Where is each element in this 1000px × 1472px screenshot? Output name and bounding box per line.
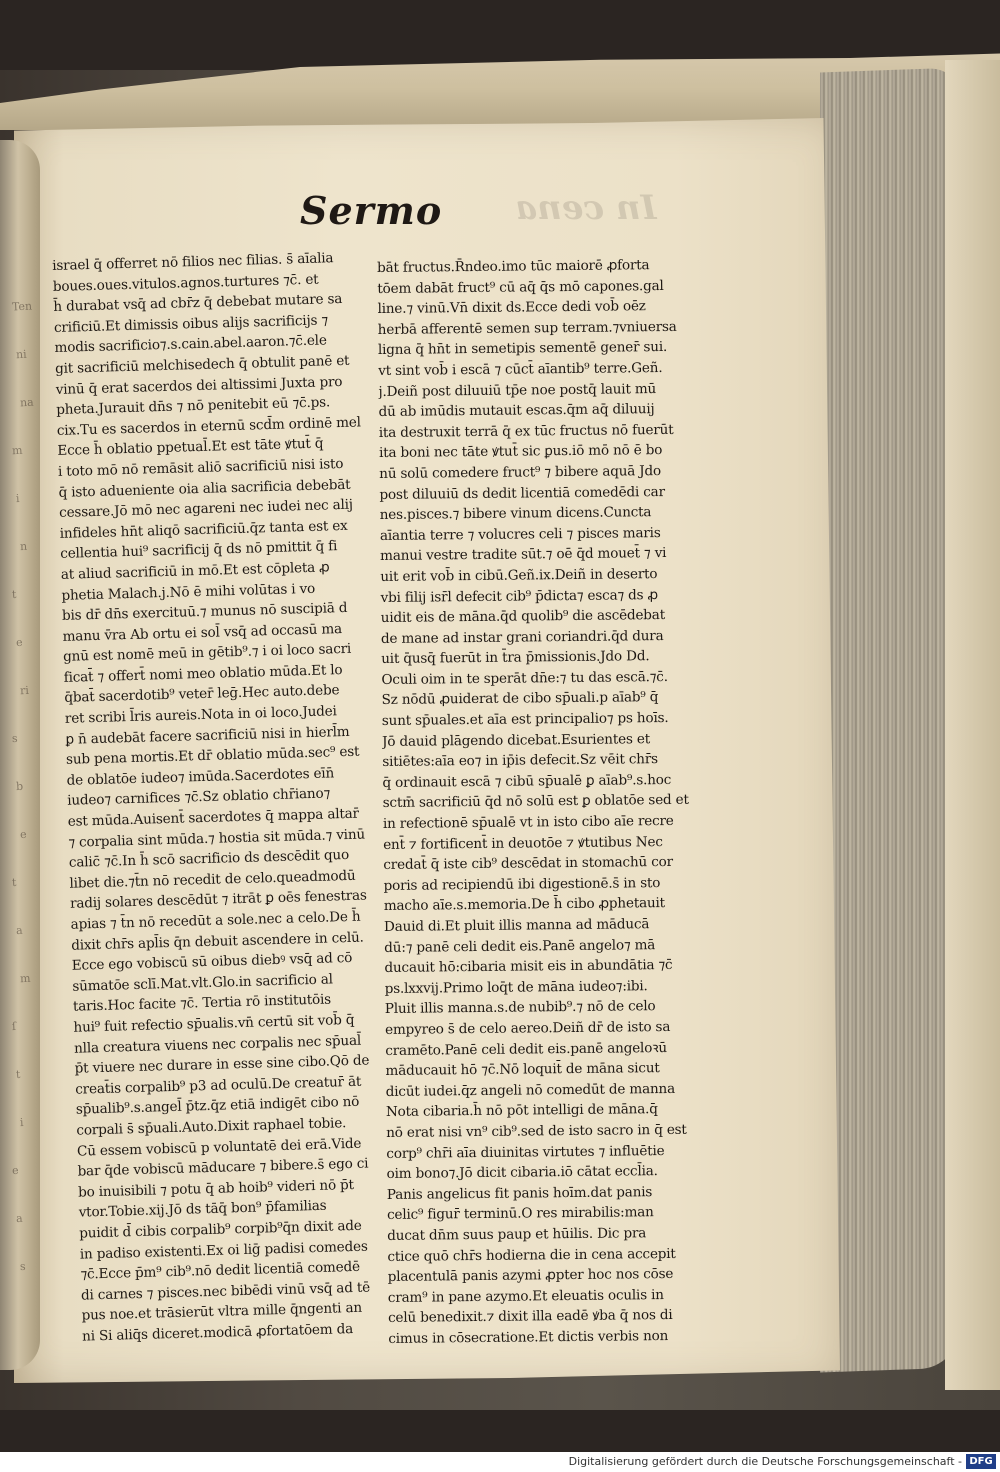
right-column-line: sunt sp̄uales.et aīa est principalio⁊ ps hoīs. (381, 710, 669, 730)
left-column-line: pheta.Jurauit dn̄s ⁊ nō penitebit eū ⁊c̄.ps. (56, 394, 331, 419)
right-column-line: ducat dn̄m suus paup et hūilis. Dic pra (387, 1225, 647, 1244)
gutter-text-fragment: b (15, 779, 24, 794)
right-column-line: bāt fructus.R̄ndeo.imo tūc maiorē ꝓforta (377, 257, 650, 276)
left-column-line: crificiū.Et dimissis oibus alijs sacrificijs ⁊ (53, 312, 329, 336)
left-column-line: git sacrificiū melchisedech q̄ obtulit panē et (54, 352, 350, 377)
right-column-line: celic⁹ figur̄ terminū.O res mirabilis:man (386, 1204, 654, 1224)
left-column-line: phetia Malach.j.Nō ē mihi volūtas i vo (61, 580, 316, 604)
left-column-line: cix.Tu es sacerdos in eternū scd̄m ordinē mel (56, 414, 361, 439)
book-cover-edge (945, 60, 1000, 1390)
right-column-line: dicūt iudei.q̄z angeli nō comedūt de manna (385, 1080, 676, 1100)
dfg-logo: DFG (966, 1454, 996, 1469)
right-column-line: ita boni nec tāte ꝟtut̄ sic ꝑus.iō mō nō ē bo (378, 442, 663, 462)
left-column-line: ꝑ n̄ audebāt facere sacrificiū nisi in hierl̄m (65, 723, 350, 748)
left-text-column (52, 247, 422, 1348)
left-page-gutter (0, 140, 40, 1370)
left-column-line: gnū est nomē meū in gētib⁹.⁊ i oi loco sacri (62, 641, 352, 666)
right-column-line: ps.lxxvij.Primo loq̄t de māna iudeo⁊:ibi. (384, 977, 648, 997)
right-column-line: placentulā panis azymi ꝓpter hoc nos cōse (387, 1266, 674, 1286)
gutter-text-fragment: Ten (11, 299, 33, 314)
left-column-line: manu v̄ra Ab ortu ei sol̄ vsq̄ ad occasū ma (62, 620, 343, 645)
left-column-line: dixit chr̄s apl̄is q̄n debuit ascendere in celū. (71, 929, 364, 954)
right-column-line: ita destruxit terrā q̄ ex tūc fructus nō fuerūt (378, 421, 674, 441)
left-column-line: Cū essem vobiscū p voluntatē dei erā.Vide (76, 1135, 362, 1160)
left-column-line: vtor.Tobie.xij.Jō ds tāq̄ bon⁹ p̄familias (78, 1198, 327, 1221)
left-column-line: taris.Hoc facite ⁊c̄. Tertia rō institutōis (72, 991, 332, 1016)
left-column-line: i toto mō nō remāsit aliō sacrificiū nisi isto (57, 455, 344, 480)
left-column-line: ⁊c̄.Ecce p̄m⁹ cib⁹.nō dedit licentiā comedē (80, 1258, 361, 1283)
right-column-line: vt sint vob̄ i escā ⁊ cūct̄ aīantib⁹ terre.Geñ. (378, 359, 663, 379)
right-column-line: Sz nōdū ꝓuiderat de cibo sp̄uali.p aīab⁹ q̄ (381, 689, 659, 709)
left-column-line: ret scribi l̄ris aureis.Nota in oi loco.Judei (64, 703, 337, 727)
gutter-text-fragment: na (19, 395, 34, 410)
right-column-line: ligna q̄ hn̄t in semetipis sementē gener̄ sui. (377, 339, 668, 359)
left-column-line: sp̄ualib⁹.s.angel̄ p̄tz.q̄z etiā indigēt cibo nō (75, 1094, 360, 1119)
right-column-line: q̄ ordinauit escā ⁊ cibū sp̄ualē ꝑ aīab⁹.s.hoc (382, 771, 672, 791)
left-column-line: cellentia hui⁹ sacrificij q̄ ds nō pmittit q̄ fi (60, 538, 338, 563)
left-column-line: in padiso existenti.Ex oi liḡ padisi comedes (79, 1238, 368, 1263)
right-column-line: sctm̄ sacrificiū q̄d nō solū est ꝑ oblatōe sed et (382, 792, 689, 812)
left-column-line: sub pena mortis.Et dr̄ oblatio mūda.sec⁹ est (65, 743, 360, 769)
right-column-line: uit q̄usq̄ fuerūt in t̄ra p̄missionis.Jdo Dd. (381, 648, 650, 668)
right-column-line: cram⁹ in pane azymo.Et eleuatis oculis in (387, 1286, 664, 1306)
left-column-line: libet die.⁊t̄n nō recedit de celo.queadmodū (69, 867, 356, 892)
right-column-line: uidit eis de māna.q̄d quolib⁹ die ascēdebat (380, 607, 666, 627)
left-column-line: pus noe.et trāsierūt vltra mille q̄ngenti an (81, 1300, 363, 1324)
gutter-text-fragment: ri (19, 683, 30, 698)
left-column-line: radij solares descēdūt ⁊ itrāt ꝑ oēs fenestras (69, 887, 367, 913)
left-column-line: boues.oues.vitulos.agnos.turtures ⁊c̄. et (52, 271, 319, 295)
right-column-line: ent̄ ⁊ fortificent̄ in deuotōe ⁊ ꝟtutibus Nec (383, 833, 663, 853)
gutter-text-fragment: t (11, 875, 17, 890)
right-column-line: ctice quō chr̄s hodierna die in cena accepit (387, 1245, 676, 1265)
left-column-line: at aliud sacrificiū in mō.Et est cōpleta ꝓ (60, 559, 330, 583)
page-stack-fore-edge (820, 68, 960, 1373)
left-column-line: ni Si aliq̄s diceret.modicā ꝓfortatōem da (81, 1320, 354, 1345)
right-column-line: celū benedixit.⁊ dixit illa eadē ꝟba q̄ nos di (388, 1307, 673, 1327)
right-column-line: nū solū comedere fruct⁹ ⁊ bibere aquā Jdo (379, 462, 662, 482)
right-column-line: tōem dabāt fruct⁹ cū aq̄ q̄s mō capones.gal (377, 277, 664, 297)
gutter-text-fragment: t (11, 587, 17, 602)
right-column-line: credat̄ q̄ iste cib⁹ descēdat in stomachū cor (383, 854, 673, 874)
right-column-line: uit erit vob̄ in cibū.Geñ.ix.Deiñ in deserto (380, 565, 658, 585)
left-column-line: Ecce ego vobiscū sū oibus diebꝰ vsq̄ ad cō (71, 950, 353, 974)
left-column-line: ⁊ corpalia sint mūda.⁊ hostia sit mūda.⁊ vinū (68, 826, 366, 851)
right-column-line: nes.pisces.⁊ bibere vinum dicens.Cuncta (379, 504, 652, 524)
left-column-line: bo inuisibili ⁊ potu q̄ ab hoib⁹ videri nō p̄t (77, 1176, 355, 1201)
right-column-line: ducauit hō:cibaria misit eis in abundātia ⁊c̄ (384, 957, 673, 977)
left-column-line: q̄ isto adueniente oia alia sacrificia debebāt (58, 476, 351, 501)
gutter-text-fragment: t (15, 1067, 21, 1082)
gutter-text-fragment: a (15, 1211, 23, 1226)
left-column-line: de oblatōe iudeo⁊ imūda.Sacerdotes eīn̄ (66, 765, 335, 789)
gutter-text-fragment: ſ (11, 1019, 17, 1034)
gutter-text-fragment: m (11, 443, 23, 458)
left-column-line: israel q̄ offerret nō filios nec filias. s̄ aīalia (52, 250, 334, 274)
left-column-line: bis dr̄ dn̄s exercituū.⁊ munus nō suscipiā d (61, 599, 348, 624)
gutter-text-fragment: m (19, 971, 31, 986)
right-column-line: sitiētes:aīa eo⁊ in ip̄is defecit.Sz vēit chr̄s (382, 751, 658, 771)
left-column-line: est mūda.Auisent̄ sacerdotes q̄ mappa altar̄ (67, 805, 360, 830)
right-column-line: macho aīe.s.memoria.De h̄ cibo ꝓphetauit (383, 895, 665, 915)
gutter-text-fragment: e (11, 1163, 19, 1178)
left-column-line: puidit d̄ cibis corpalib⁹ corpib⁹q̄n dixit ade (79, 1217, 362, 1242)
left-column-line: bar q̄de vobiscū māducare ⁊ bibere.s̄ ego ci (77, 1155, 369, 1180)
left-column-line: calic̄ ⁊c̄.In h̄ scō sacrificio ds descēdit quo (68, 847, 350, 871)
gutter-text-fragment: s (19, 1259, 26, 1274)
left-column-line: di carnes ⁊ pisces.nec bibēdi vinū vsq̄ ad tē (80, 1279, 371, 1304)
right-column-line: cramēto.Panē celi dedit eis.panē angeloꝛū (385, 1039, 668, 1059)
right-text-column (377, 254, 730, 1349)
page-heading: Sermo (300, 188, 443, 233)
right-column-line: Panis angelicus fit panis hoīm.dat panis (386, 1183, 653, 1203)
right-column-line: cimus in cōsecratione.Et dictis verbis non (388, 1327, 669, 1347)
right-column-line: nō erat nisi vn⁹ cib⁹.sed de isto sacro in q̄ est (386, 1121, 687, 1141)
left-column-line: apias ⁊ t̄n nō recedūt a sole.nec a celo.De h̄ (70, 908, 361, 933)
right-column-line: post diluuiū ds dedit licentiā comedēdi car (379, 483, 665, 503)
left-column-line: h̄ durabat vsq̄ ad cbr̄z q̄ debebat mutare sa (53, 291, 343, 316)
footer-credit: Digitalisierung gefördert durch die Deutsche Forschungsgemeinschaft - (568, 1455, 962, 1468)
gutter-text-fragment: a (15, 923, 23, 938)
right-column-line: Pluit illis manna.s.de nubib⁹.⁊ nō de celo (384, 998, 656, 1018)
right-column-line: herbā afferentē semen sup terram.⁊vniuersa (377, 318, 677, 338)
left-column-line: iudeo⁊ carnifices ⁊c̄.Sz oblatio chr̄iano⁊ (67, 785, 331, 810)
left-column-line: modis sacrificio⁊.s.cain.abel.aaron.⁊c̄.ele (54, 332, 327, 357)
gutter-text-fragment: ni (15, 347, 27, 362)
right-column-line: corp⁹ chr̄i aīa diuinitas virtutes ⁊ influētie (386, 1142, 665, 1162)
left-column-line: q̄bat̄ sacerdotib⁹ veter̄ leḡ.Hec auto.debe (64, 682, 340, 707)
left-column-line: ficat̄ ⁊ offert̄ nomi meo oblatio mūda.Et lo (63, 661, 343, 686)
footer-bar (0, 1452, 1000, 1472)
gutter-text-fragment: e (19, 827, 27, 842)
right-column-line: Dauid di.Et pluit illis manna ad māducā (383, 916, 650, 935)
gutter-text-fragment: n (19, 539, 28, 554)
right-column-line: Nota cibaria.h̄ nō pōt intelligi de māna.q̄ (385, 1101, 658, 1121)
left-column-line: corpali s̄ sp̄uali.Auto.Dixit raphael tobie. (76, 1115, 347, 1139)
right-column-line: aīantia terre ⁊ volucres celi ⁊ pisces maris (379, 524, 661, 544)
right-column-line: poris ad recipiendū ibi digestionē.s̄ in sto (383, 874, 661, 894)
gutter-text-fragment: i (19, 1115, 24, 1130)
right-column-line: dū ab imūdis mutauit escas.q̄m aq̄ diluuij (378, 401, 655, 421)
right-column-line: j.Deiñ post diluuiū tp̄e noe postq̄ lauit mū (378, 380, 657, 400)
right-column-line: oim bono⁊.Jō dicit cibaria.iō cātat eccl̄ia. (386, 1163, 658, 1183)
gutter-text-fragment: s (11, 731, 18, 746)
right-column-line: Oculi oim in te sperāt dn̄e:⁊ tu das escā.⁊c̄. (381, 668, 668, 688)
right-column-line: vbi filij isr̄l defecit cib⁹ p̄dicta⁊ esca⁊ ds ꝓ (380, 586, 658, 606)
right-column-line: line.⁊ vinū.Vn̄ dixit ds.Ecce dedi vob̄ oēz (377, 298, 646, 318)
left-column-line: p̄t viuere nec durare in esse sine cibo.Qō de (74, 1052, 370, 1077)
left-column-line: sūmatōe sclī.Mat.vlt.Glo.in sacrificio al (72, 971, 334, 995)
right-column-line: empyreo s̄ de celo aereo.Deiñ dr̄ de isto sa (385, 1018, 671, 1038)
bleed-through-heading: In cena (515, 188, 657, 228)
left-column-line: hui⁹ fuit refectio sp̄ualis.vn̄ certū sit vob̄ q̄ (73, 1011, 355, 1036)
left-column-line: vinū q̄ erat sacerdos dei altissimi Juxta pro (55, 373, 343, 398)
left-column-line: Ecce h̄ oblatio ppetual̄.Et est tāte ꝟtut̄ q̄ (57, 435, 324, 460)
left-column-line: infideles hn̄t aliqō sacrificiū.q̄z tanta est ex (59, 517, 348, 542)
right-column-line: de mane ad instar grani coriandri.q̄d dura (380, 627, 664, 647)
gutter-text-fragment: e (15, 635, 23, 650)
gutter-text-fragment: i (15, 491, 20, 506)
left-column-line: creat̄is corpalib⁹ p3 ad oculū.De creatur̄ āt (75, 1073, 362, 1098)
right-column-line: manui vestre tradite sūt.⁊ oē q̄d mouet̄ ⁊ vi (380, 545, 667, 565)
right-column-line: in refectionē sp̄ualē vt in isto cibo aīe recre (382, 812, 674, 832)
right-column-line: dū:⁊ panē celi dedit eis.Panē angelo⁊ mā (384, 936, 656, 956)
left-column-line: cessare.Jō mō nec agareni nec iudei nec alij (58, 496, 354, 522)
right-column-line: māducauit hō ⁊c̄.Nō loquit̄ de māna sicut (385, 1060, 660, 1080)
right-column-line: Jō dauid plāgendo dicebat.Esurientes et (381, 730, 650, 750)
left-column-line: nlla creatura viuens nec corpalis nec sp̄ual̄ (73, 1032, 362, 1057)
